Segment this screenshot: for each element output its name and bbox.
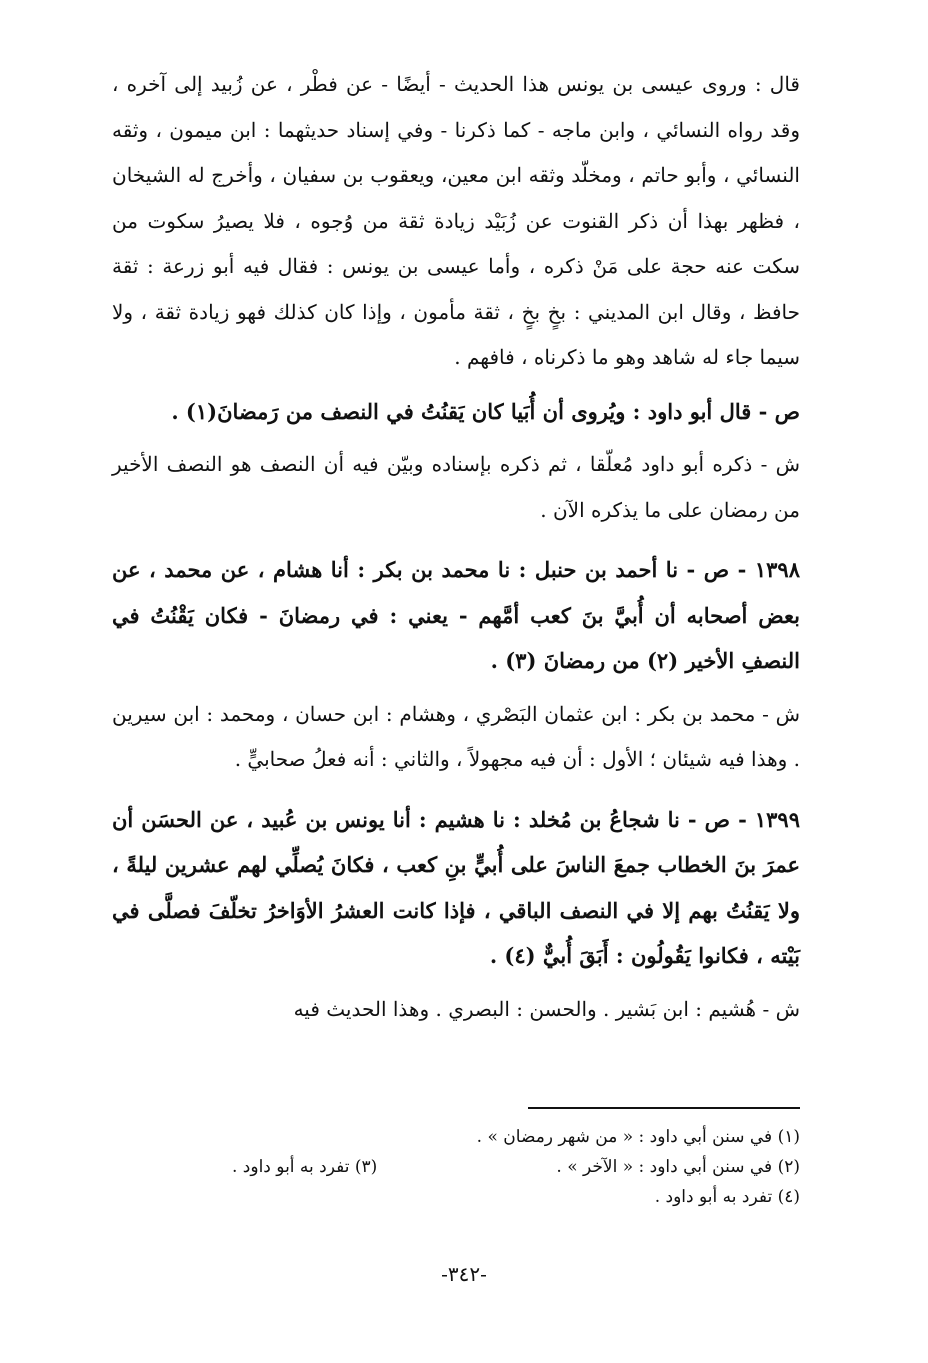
main-text [112,62,800,1032]
paragraph-commentary: قال : وروى عيسى بن يونس هذا الحديث - أيضًا - عن فطْر ، عن زُبيد إلى آخره ، وقد رواه النسائي ، وابن ماجه - كما ذكرنا - وفي إسناد حديثهما : ابن ميمون ، وثقه النسائي ، وأبو حاتم ، ومخلّد وثقه ابن معين، ويعقوب بن سفيان ، وأخرج له الشيخان ، فظهر بهذا أن ذكر القنوت عن زُبَيْد زيادة ثقة من وُجوه ، فلا يصيرُ سكوت من سكت عنه حجة على مَنْ ذكره ، وأما عيسى بن يونس : فقال فيه أبو زرعة : ثقة حافظ ، وقال ابن المديني : بخٍ بخٍ ، ثقة مأمون ، وإذا كان كذلك فهو زيادة ثقة ، ولا سيما جاء له شاهد وهو ما ذكرناه ، فافهم . [112,72,800,369]
footnote-2: (٢) في سنن أبي داود : « الآخر » . [556,1157,800,1177]
footnote-4: (٤) تفرد به أبو داود . [654,1187,800,1207]
footnote-row [112,1122,800,1152]
footnotes [112,1122,800,1212]
paragraph-hadith-text: ص - قال أبو داود : ويُروى أن أُبَيا كان يَقنُتُ في النصف من رَمضانَ(١) . [171,398,800,424]
footnote-1: (١) في سنن أبي داود : « من شهر رمضان » . [476,1127,800,1147]
paragraph-hadith-1399: ١٣٩٩ - ص - نا شجاعُ بن مُخلد : نا هشيم : أنا يونس بن عُبيد ، عن الحسَن أن عمرَ بنَ الخطاب جمعَ الناسَ على أُبيٍّ بنِ كعب ، فكانَ يُصلِّي لهم عشرين ليلةً ، ولا يَقنُتُ بهم إلا في النصف الباقي ، فإذا كانت العشرُ الأوَاخرُ تخلّفَ فصلَّى في بَيْته ، فكانوا يَقُولُون : أَبَقَ أُبيٌّ (٤) . [112,806,800,968]
footnote-3: (٣) تفرد به أبو داود . [232,1157,378,1177]
page-number: -٣٤٢- [441,1262,487,1286]
footnote-row [112,1152,800,1182]
footnote-divider [528,1107,800,1109]
paragraph-commentary: ش - هُشيم : ابن بَشير . والحسن : البصري . وهذا الحديث فيه [293,996,800,1021]
paragraph-commentary: ش - محمد بن بكر : ابن عثمان البَصْري ، وهشام : ابن حسان ، ومحمد : ابن سيرين . وهذا فيه شيئان ؛ الأول : أن فيه مجهولاً ، والثاني : أنه فعلُ صحابيٍّ . [112,701,800,771]
paragraph-commentary: ش - ذكره أبو داود مُعلّقا ، ثم ذكره بإسناده وبيّن فيه أن النصف هو النصف الأخير من رمضان على ما يذكره الآن . [112,452,800,522]
paragraph-hadith-1398: ١٣٩٨ - ص - نا أحمد بن حنبل : نا محمد بن بكر : أنا هشام ، عن محمد ، عن بعض أصحابه أن أُبيَّ بنَ كعب أمَّهم - يعني : في رمضانَ - فكان يَقْنُتُ في النصفِ الأخير (٢) من رمضانَ (٣) . [112,557,800,673]
footnote-row [112,1182,800,1212]
